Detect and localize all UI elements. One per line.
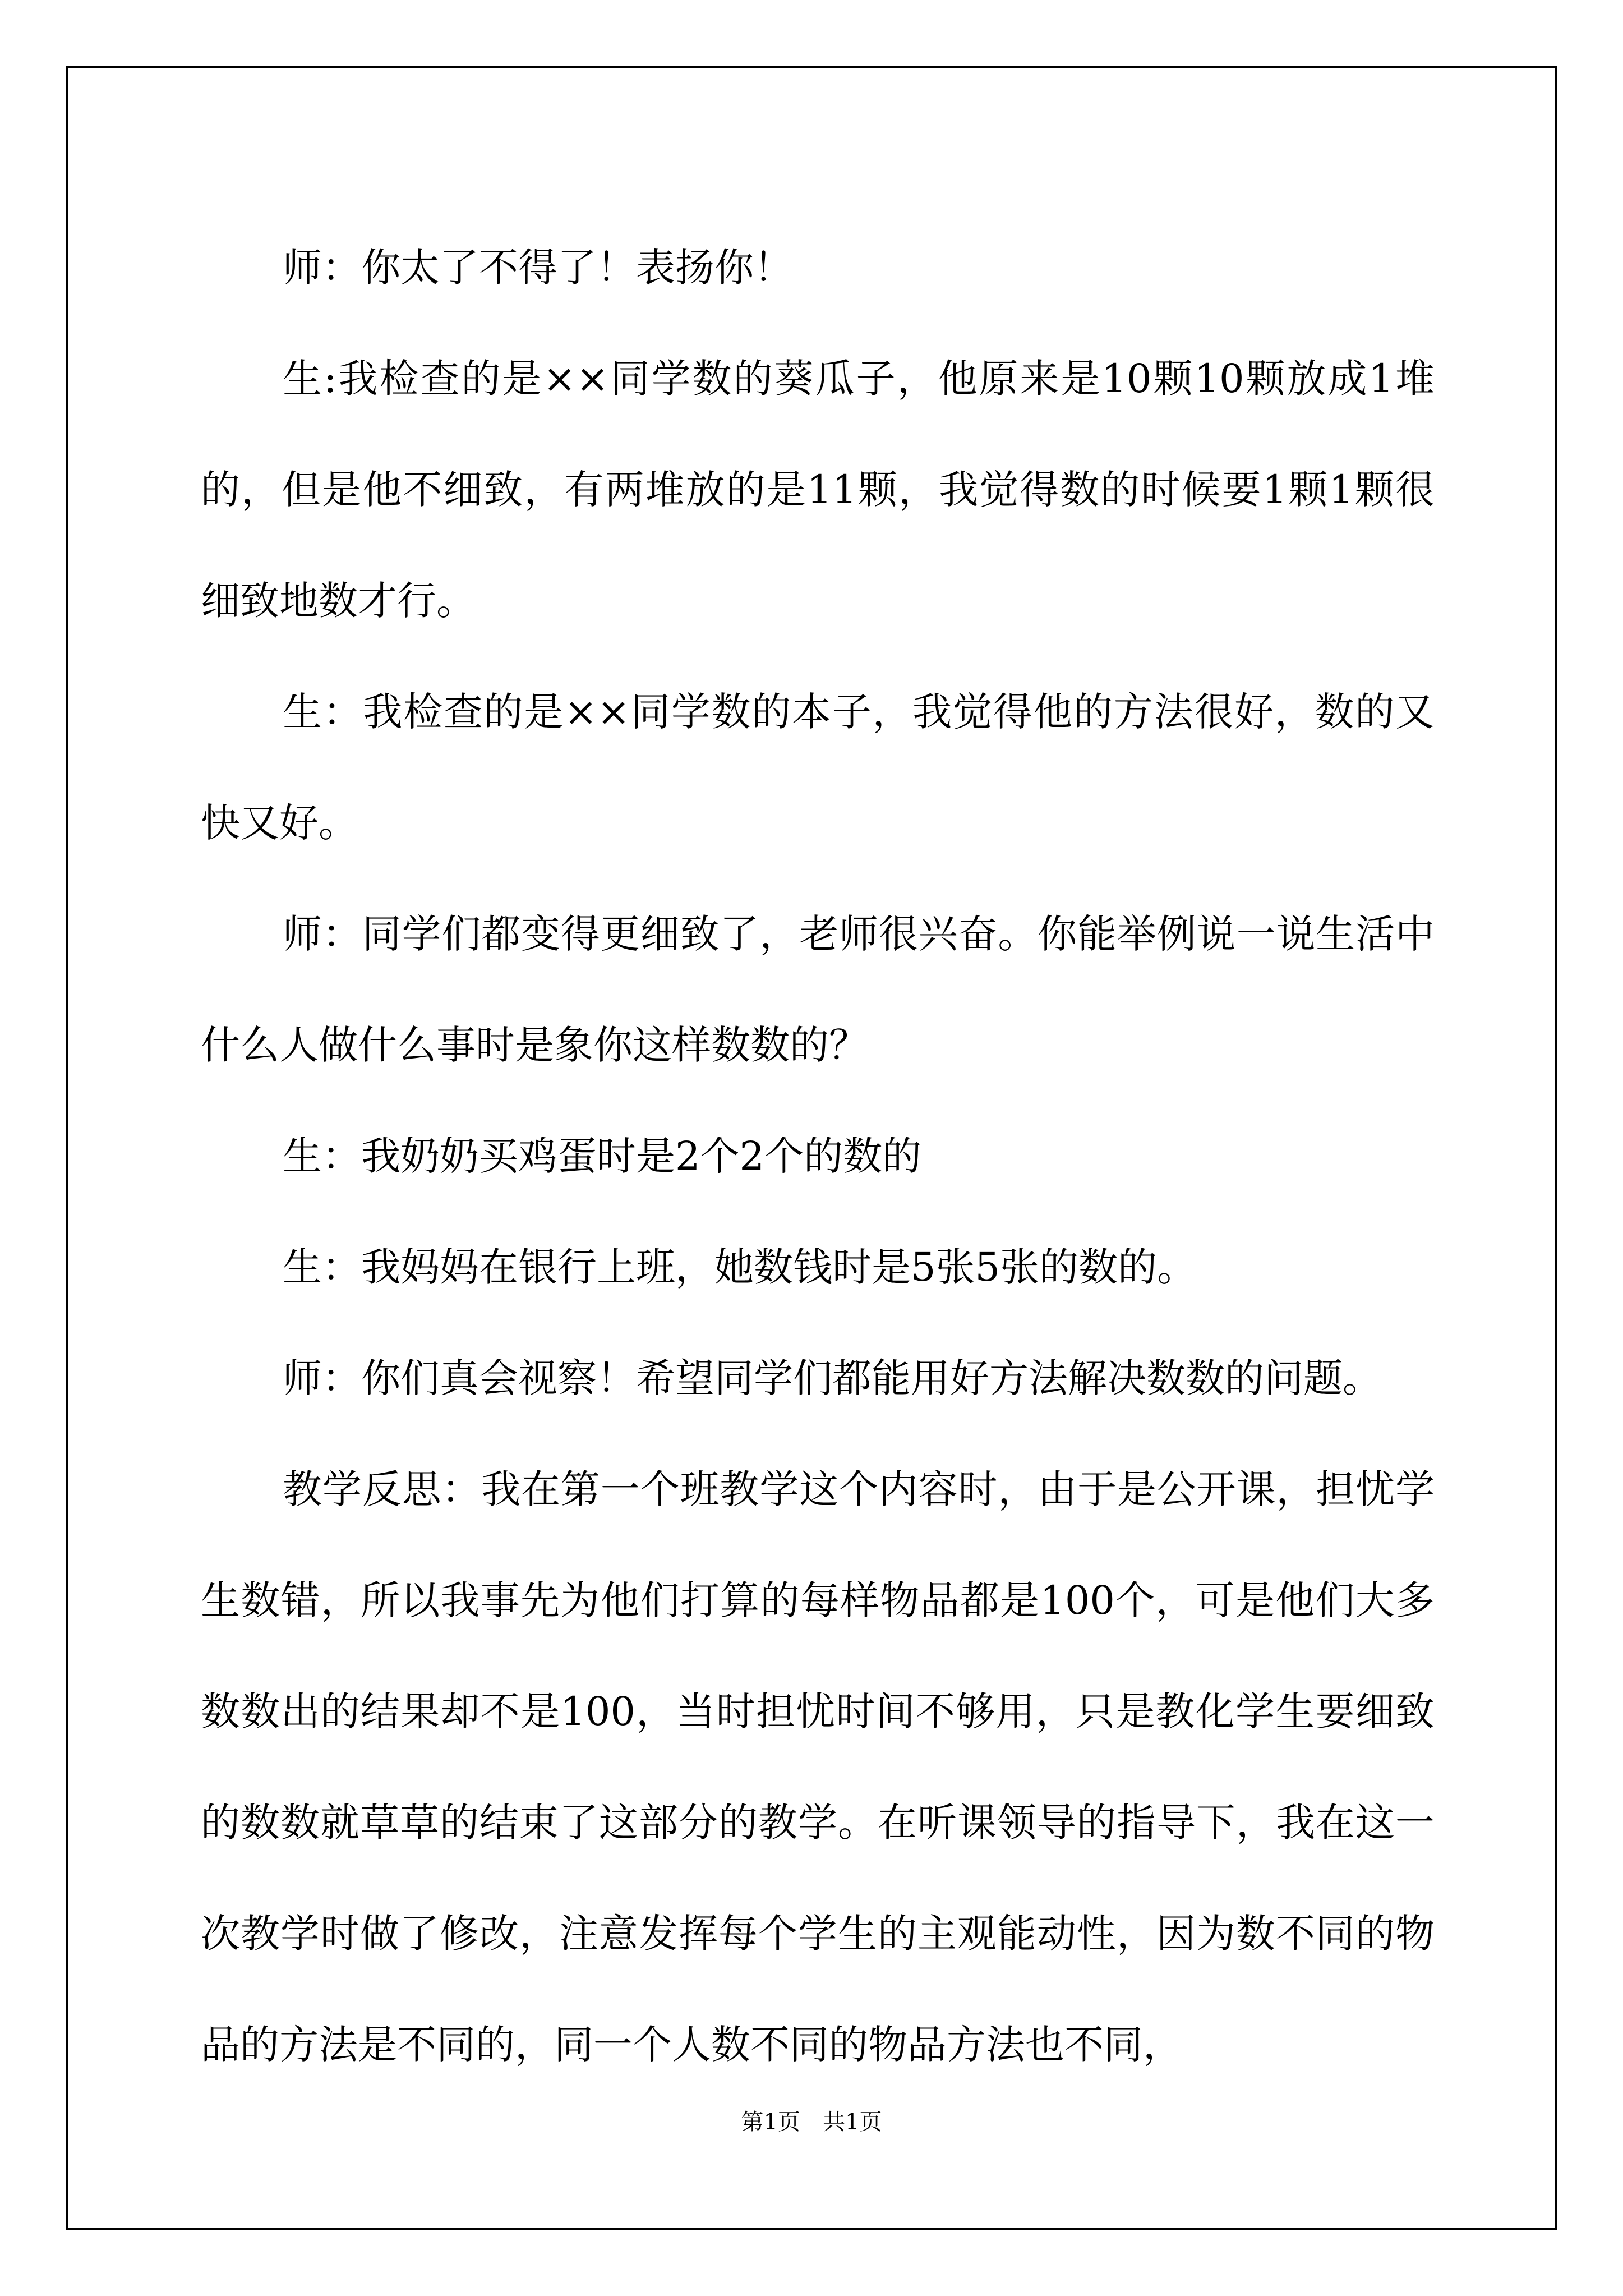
paragraph: 师：同学们都变得更细致了，老师很兴奋。你能举例说一说生活中什么人做什么事时是象你这样数数的？ — [201, 911, 1435, 1068]
document-body — [201, 212, 1435, 2100]
paragraph: 生：我检查的是××同学数的本子，我觉得他的方法很好，数的又快又好。 — [201, 689, 1435, 846]
paragraph: 生:我检查的是××同学数的葵瓜子，他原来是10颗10颗放成1堆的，但是他不细致，有两堆放的是11颗，我觉得数的时候要1颗1颗很细致地数才行。 — [201, 356, 1435, 624]
paragraph: 生：我妈妈在银行上班，她数钱时是5张5张的数的。 — [283, 1244, 1197, 1290]
paragraph: 师：你们真会视察！希望同学们都能用好方法解决数数的问题。 — [283, 1355, 1382, 1401]
paragraph: 师：你太了不得了！表扬你！ — [283, 245, 793, 291]
page-number-label: 第1页 共1页 — [741, 2109, 882, 2135]
page-footer — [0, 2106, 1623, 2138]
paragraph: 生：我奶奶买鸡蛋时是2个2个的数的 — [283, 1133, 922, 1179]
paragraph: 教学反思：我在第一个班教学这个内容时，由于是公开课，担忧学生数错，所以我事先为他们打算的每样物品都是100个，可是他们大多数数出的结果却不是100，当时担忧时间不够用，只是教化学生要细致的数数就草草的结束了这部分的教学。在听课领导的指导下，我在这一次教学时做了修改，注意发挥每个学生的主观能动性，因为数不同的物品的方法是不同的，同一个人数不同的物品方法也不同， — [201, 1466, 1435, 2068]
